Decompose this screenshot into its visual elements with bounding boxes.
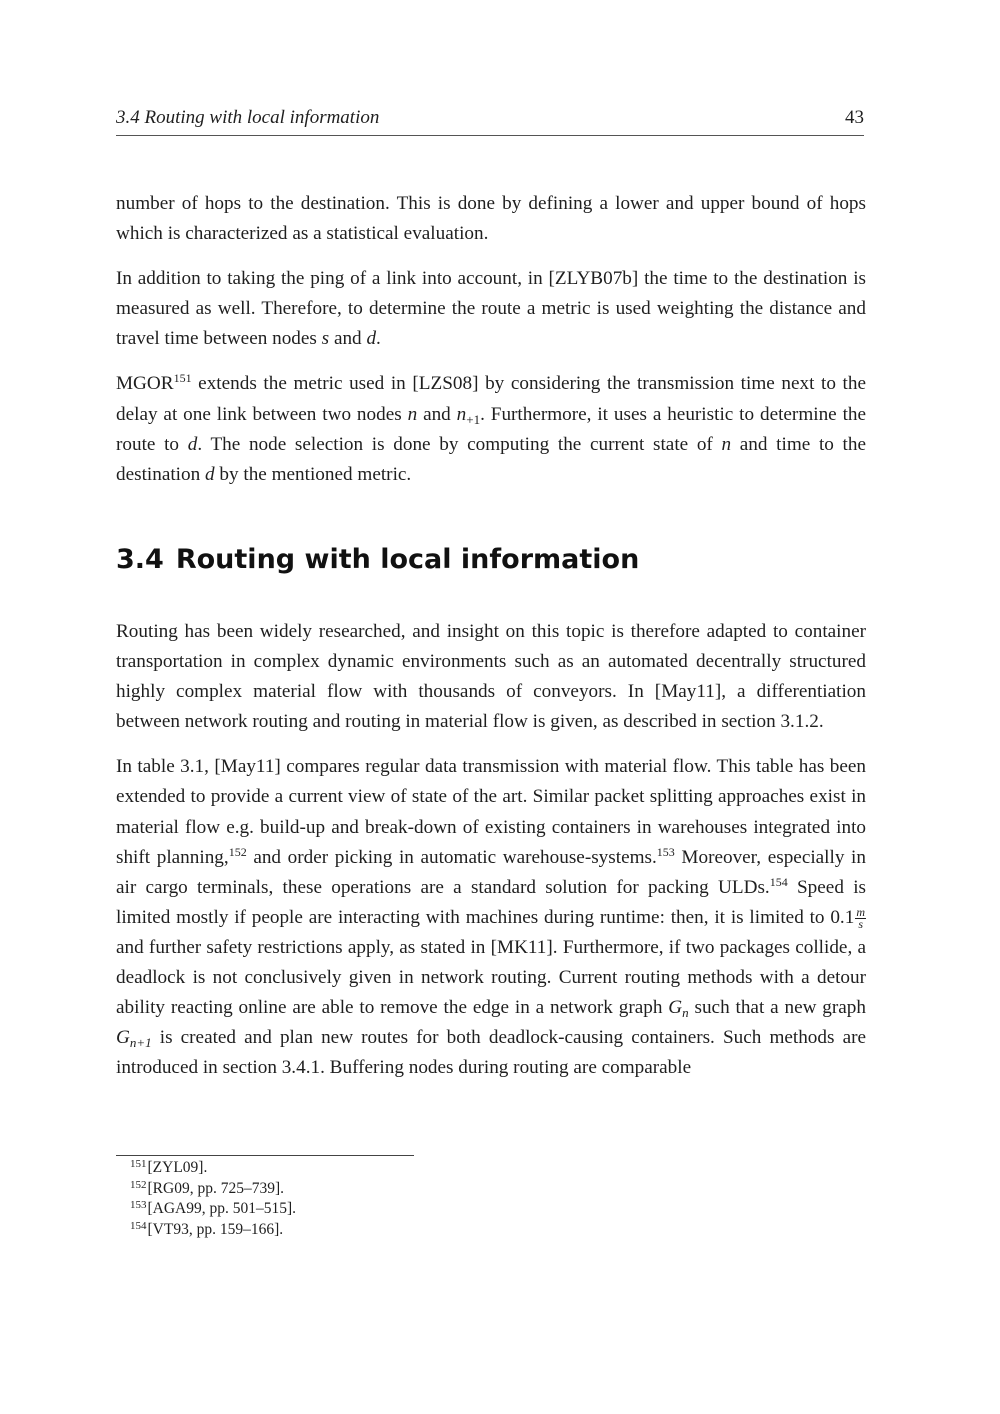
footnote-ref-152: 152	[228, 844, 247, 859]
footnote-ref-154: 154	[769, 874, 788, 889]
footnote-rule	[116, 1155, 414, 1156]
footnote-ref-151: 151	[173, 371, 192, 386]
page-number: 43	[845, 107, 864, 128]
footnote-151: $^{151}$[ZYL09].	[130, 1158, 208, 1176]
section-heading	[116, 544, 639, 575]
section-number: 3.4	[116, 544, 164, 575]
running-header-title: 3.4 Routing with local information	[116, 107, 380, 128]
footnote-152: $^{152}$[RG09, pp. 725–739].	[130, 1178, 284, 1197]
section-title: Routing with local information	[175, 544, 640, 575]
paragraph-2: In addition to taking the ping of a link into account, in [ZLYB07b] the time to the destination is measured as well. Therefore, to determine the route a metric is used weighting the distance and travel time between nodes s and d.	[116, 268, 866, 350]
body-text-top	[116, 189, 866, 505]
paragraph-5: In table 3.1, [May11] compares regular data transmission with material flow. This table has been extended to provide a current view of state of the art. Similar packet splitting approaches exist in material flow e.g. build-up and break-down of existing containers in warehouses integrated into shift planning,$^{152}$ and order picking in automatic warehouse-systems.$^{153}$ Moreover, especially in air cargo terminals, these operations are a standard solution for packing ULDs.$^{154}$ Speed is limited mostly if people are interacting with machines during runtime: then, it is limited to 0.1 $\frac{m}{s}$ and further safety restrictions apply, as stated in [MK11]. Furthermore, if two packages collide, a deadlock is not conclusively given in network routing. Current routing methods with a detour ability reacting online are able to remove the edge in a network graph $G_n$ such that a new graph $G_{n+1}$ is created and plan new routes for both deadlock-causing containers. Such methods are introduced in section 3.4.1. Buffering nodes during routing are comparable	[116, 756, 866, 1079]
body-text-bottom	[116, 617, 866, 1098]
footnotes	[130, 1158, 296, 1240]
paragraph-4: Routing has been widely researched, and insight on this topic is therefore adapted to container transportation in complex dynamic environments such as an automated decentrally structured highly complex material flow with thousands of conveyors. In [May11], a differentiation between network routing and routing in material flow is given, as described in section 3.1.2.	[116, 621, 866, 733]
paragraph-3: MGOR$^{151}$ extends the metric used in [LZS08] by considering the transmission time next to the delay at one link between two nodes n and $n_{+1}$. Furthermore, it uses a heuristic to determine the route to d. The node selection is done by computing the current state of n and time to the destination d by the mentioned metric.	[116, 371, 867, 485]
fraction-m-per-s: $\frac{m}{s}$	[856, 904, 865, 931]
footnote-154: $^{154}$[VT93, pp. 159–166].	[130, 1219, 284, 1238]
paragraph-1: number of hops to the destination. This is done by defining a lower and upper bound of hops which is characterized as a statistical evaluation.	[116, 193, 866, 245]
footnote-ref-153: 153	[656, 844, 675, 859]
footnote-153: $^{153}$[AGA99, pp. 501–515].	[130, 1199, 297, 1217]
running-header	[116, 107, 864, 136]
